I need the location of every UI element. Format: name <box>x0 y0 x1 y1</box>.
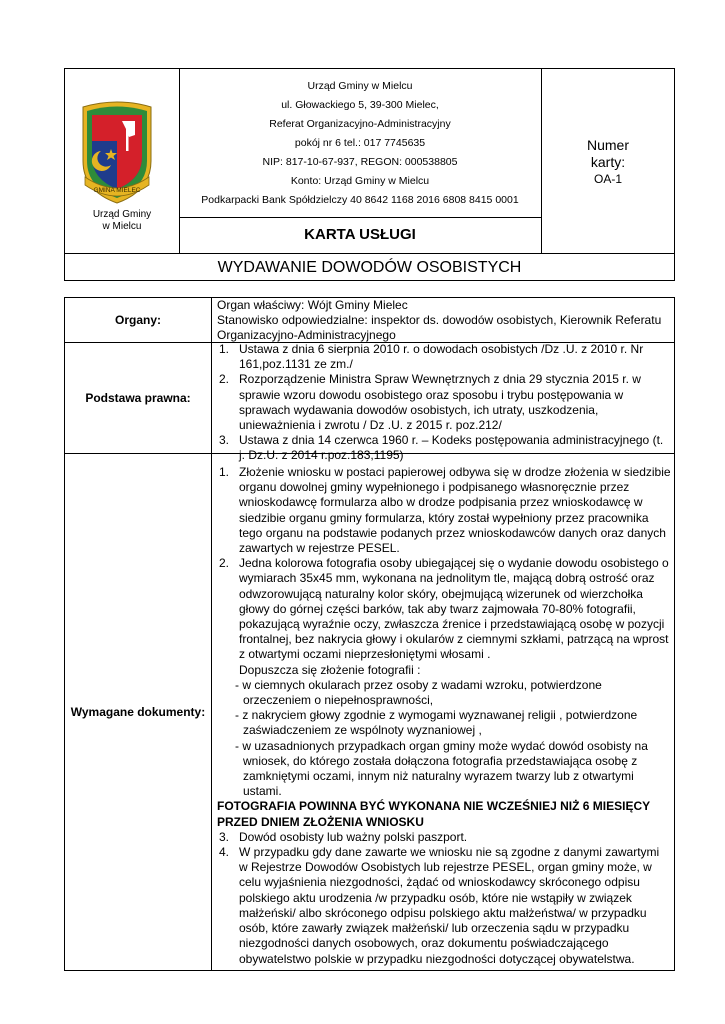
list-item: 2. Jedna kolorowa fotografia osoby ubiegającej się o wydanie dowodu osobistego o wymiarach 35x45 mm, wykonana na jednolitym tle, mającą dobrą ostrość oraz odwzorowującą naturalny kolor skóry, obejmującą wizerunek od wierzchołka głowy do górnej części barków, tak aby twarz zajmowała 70-80% fotografii, pokazującą wyraźnie oczy, zwłaszcza źrenice i przedstawiającą osobę w pozycji frontalnej, bez nakrycia głowy i okularów z ciemnymi szkłami, patrzącą na wprost z otwartymi oczami nieprzesłoniętymi włosami . <box>219 556 669 662</box>
photo-date-note: FOTOGRAFIA POWINNA BYĆ WYKONANA NIE WCZEŚNIEJ NIŻ 6 MIESIĘCY PRZED DNIEM ZŁOŻENIA WNIOSKU <box>217 799 650 829</box>
row-label: Organy: <box>65 298 212 342</box>
organ-line: Stanowisko odpowiedzialne: inspektor ds. dowodów osobistych, Kierownik Referatu Organizacyjno-Administracyjnego <box>217 313 662 343</box>
row-podstawa <box>65 342 674 463</box>
row-content <box>217 298 671 344</box>
list-item: 4. W przypadku gdy dane zawarte we wniosku nie są zgodne z danymi zawartymi w Rejestrze Dowodów Osobistych lub rejestrze PESEL, organ gminy może, w celu wyjaśnienia niezgodności, żądać od wnioskodawcy skróconego odpisu polskiego aktu urodzenia /w przypadku osób, które nie wstąpiły w związek małżeński/ albo skróconego odpisu polskiego aktu małżeństwa/ w przypadku osób, które zawarły związek małżeński/ lub orzeczenia sądu w przypadku niezgodności danych osobowych, oraz dokumentu poświadczającego obywatelstwo polskie w przypadku niezgodności dotyczącej obywatelstwa. <box>219 845 660 966</box>
list-item: 2. Rozporządzenie Ministra Spraw Wewnętrznych z dnia 29 stycznia 2015 r. w sprawie wzoru dowodu osobistego oraz sposobu i trybu postępowania w sprawach wydawania dowodów osobistych, ich utraty, uszkodzenia, unieważnienia i zwrotu / Dz .U. z 2015 r. poz.212/ <box>219 372 641 433</box>
list-item: 1. Ustawa z dnia 6 sierpnia 2010 r. o dowodach osobistych /Dz .U. z 2010 r. Nr 161,poz.1131 ze zm./ <box>219 342 644 372</box>
card-number-cell <box>541 69 675 253</box>
list-item: 3. Ustawa z dnia 14 czerwca 1960 r. – Kodeks postępowania administracyjnego (t. j. Dz.U. z 2014 r.poz.183,1195) <box>219 433 664 463</box>
photo-exception: - z nakryciem głowy zgodnie z wymogami wyznawanej religii , potwierdzone zaświadczeniem ze wspólnoty wyznaniowej , <box>235 708 638 738</box>
row-content <box>217 465 671 967</box>
row-label: Podstawa prawna: <box>65 342 212 453</box>
list-item: 3. Dowód osobisty lub ważny polski paszport. <box>219 829 468 844</box>
row-organy <box>65 298 674 343</box>
address-line: pokój nr 6 tel.: 017 7745635 <box>294 137 426 149</box>
row-content <box>217 342 671 464</box>
service-title: WYDAWANIE DOWODÓW OSOBISTYCH <box>65 253 674 281</box>
address-line: ul. Głowackiego 5, 39-300 Mielec, <box>281 99 439 111</box>
photo-exception: - w uzasadnionych przypadkach organ gminy może wydać dowód osobisty na wniosek, do którego została dołączona fotografia przedstawiająca osobę z zamkniętymi oczami, innym niż naturalny wyrazem twarzy lub z otwartymi ustami. <box>235 738 648 799</box>
address-line: Podkarpacki Bank Spółdzielczy 40 8642 1168 2016 6808 8415 0001 <box>201 194 519 206</box>
card-number-label: Numer <box>586 137 629 153</box>
crest-caption: Urząd Gminy w Mielcu <box>92 209 152 232</box>
row-label: Wymagane dokumenty: <box>65 453 212 970</box>
details-table <box>64 297 675 971</box>
organ-line: Organ właściwy: Wójt Gminy Mielec <box>217 298 408 312</box>
card-number-label: karty: <box>590 154 626 170</box>
coat-of-arms-icon <box>77 99 157 209</box>
address-line: NIP: 817-10-67-937, REGON: 000538805 <box>262 156 458 168</box>
office-address <box>179 69 542 253</box>
card-label: KARTA USŁUGI <box>179 217 541 254</box>
address-line: Konto: Urząd Gminy w Mielcu <box>290 175 430 187</box>
crest-cell <box>65 69 180 253</box>
photo-exception: - w ciemnych okularach przez osoby z wadami wzroku, potwierdzone orzeczeniem o niepełnosprawności, <box>235 677 602 708</box>
row-wymagane <box>65 453 674 970</box>
list-item: 1. Złożenie wniosku w postaci papierowej odbywa się w drodze złożenia w siedzibie organu dowolnej gminy wypełnionego i podpisanego własnoręcznie przez wnioskodawcę formularza albo w drodze podpisania przez wnioskodawcę w siedzibie organu gminy formularza, który został wypełniony przez pracownika tego organu na podstawie podanych przez wnioskodawców danych oraz danych zawartych w rejestrze PESEL. <box>219 465 671 556</box>
svg-text:GMINA MIELEC: GMINA MIELEC <box>93 187 141 194</box>
photo-exceptions-intro: Dopuszcza się złożenie fotografii : <box>239 662 421 677</box>
address-line: Urząd Gminy w Mielcu <box>307 80 413 92</box>
card-number-value: OA-1 <box>593 172 622 186</box>
address-line: Referat Organizacyjno-Administracyjny <box>269 118 451 130</box>
header-table <box>64 68 675 281</box>
